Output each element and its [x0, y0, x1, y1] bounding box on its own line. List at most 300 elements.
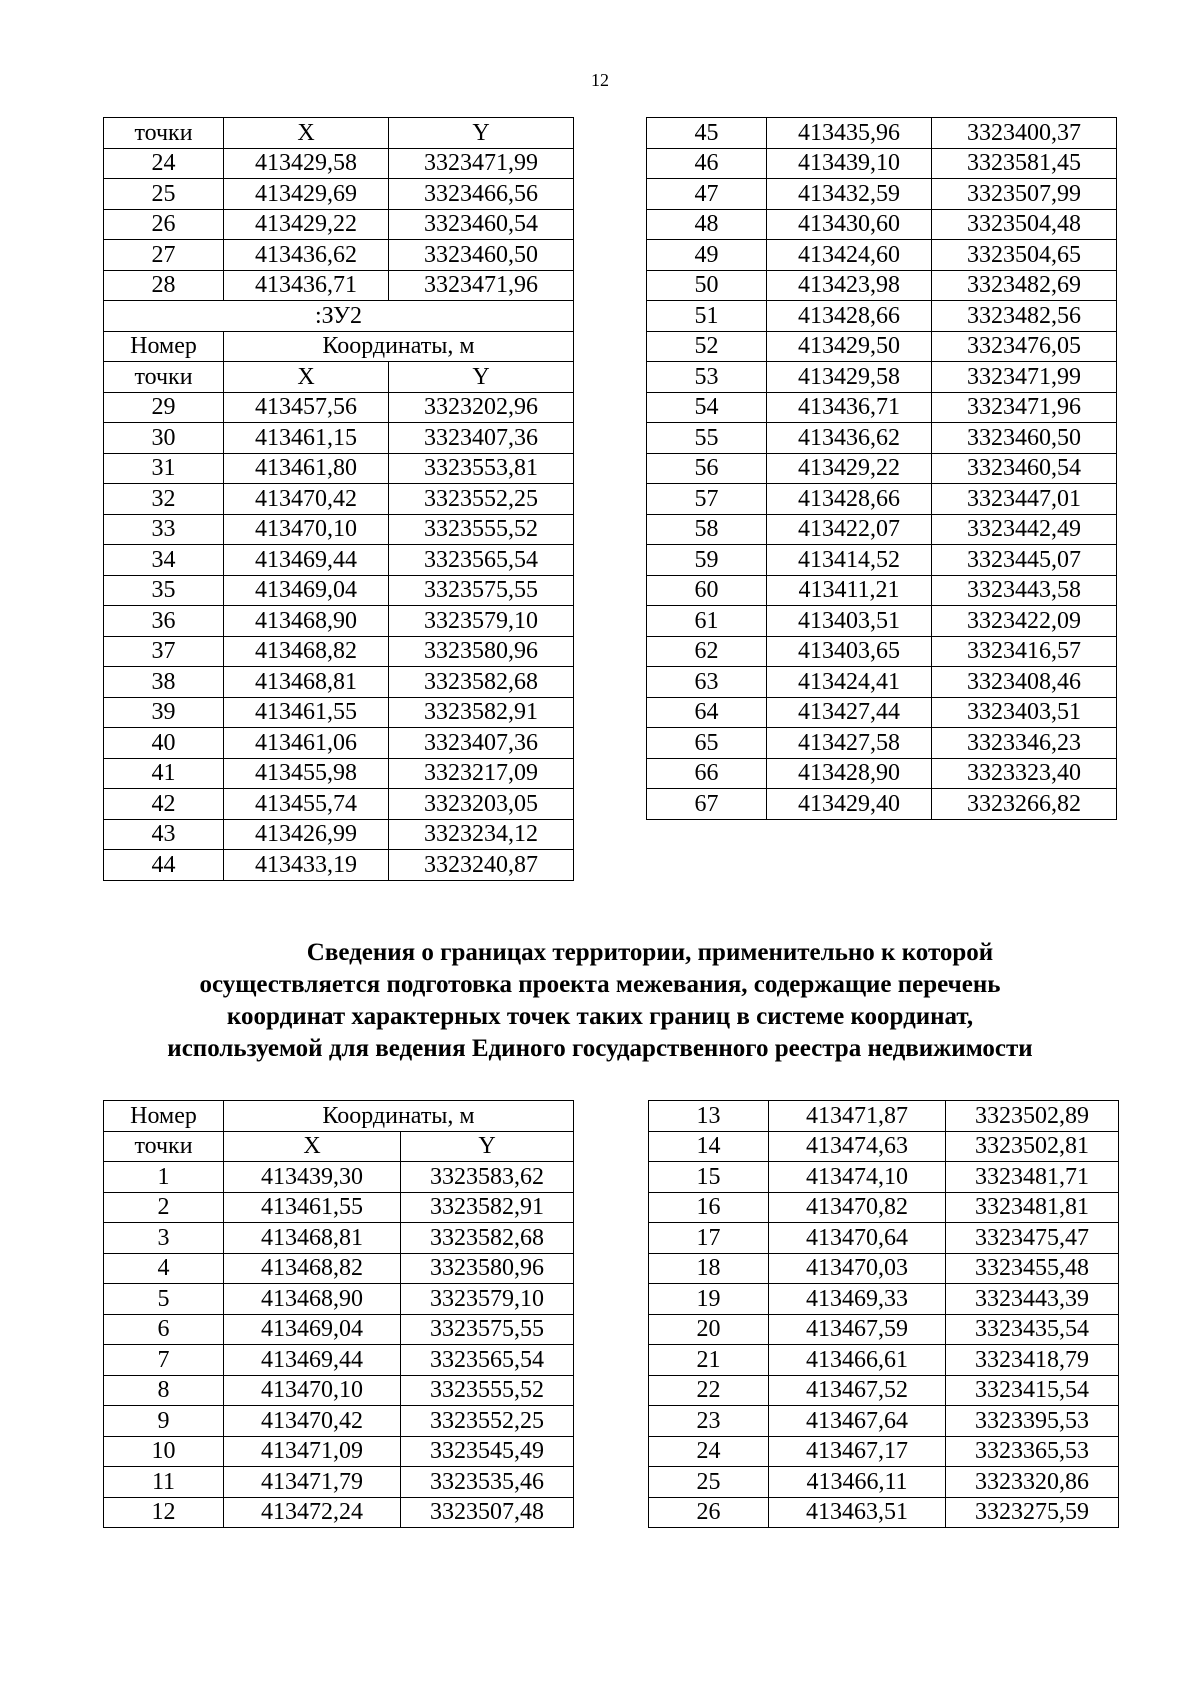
heading-line: используемой для ведения Единого государственного реестра недвижимости — [167, 1035, 1033, 1062]
point-number: 61 — [647, 606, 767, 637]
table-row — [104, 392, 574, 423]
point-number: 49 — [647, 240, 767, 271]
x-value: 413455,74 — [224, 789, 389, 820]
x-value: 413429,58 — [224, 148, 389, 179]
x-value: 413471,87 — [769, 1101, 946, 1132]
point-number: 14 — [649, 1131, 769, 1162]
table-row — [647, 392, 1117, 423]
point-number: 42 — [104, 789, 224, 820]
point-number: 24 — [649, 1436, 769, 1467]
x-value: 413467,17 — [769, 1436, 946, 1467]
y-value: 3323365,53 — [946, 1436, 1119, 1467]
table-row — [104, 606, 574, 637]
boundary-coordinates-table-1 — [103, 1100, 574, 1528]
x-value: 413429,69 — [224, 179, 389, 210]
y-value: 3323579,10 — [401, 1284, 574, 1315]
x-value: 413474,10 — [769, 1162, 946, 1193]
y-value: 3323240,87 — [389, 850, 574, 881]
point-number: 5 — [104, 1284, 224, 1315]
x-value: 413471,79 — [224, 1467, 401, 1498]
table-row — [647, 148, 1117, 179]
y-header: Y — [389, 362, 574, 393]
point-number: 41 — [104, 758, 224, 789]
y-value: 3323217,09 — [389, 758, 574, 789]
x-value: 413436,71 — [224, 270, 389, 301]
point-number: 13 — [649, 1101, 769, 1132]
point-number: 47 — [647, 179, 767, 210]
point-number: 7 — [104, 1345, 224, 1376]
x-value: 413470,10 — [224, 1375, 401, 1406]
y-value: 3323582,91 — [401, 1192, 574, 1223]
coordinates-header: Координаты, м — [224, 1101, 574, 1132]
point-number: 62 — [647, 636, 767, 667]
table-row — [104, 1284, 574, 1315]
x-value: 413414,52 — [767, 545, 932, 576]
page-number: 12 — [591, 70, 609, 90]
x-value: 413432,59 — [767, 179, 932, 210]
y-value: 3323575,55 — [389, 575, 574, 606]
table-row — [104, 789, 574, 820]
y-value: 3323202,96 — [389, 392, 574, 423]
boundary-coordinates-table-2 — [648, 1100, 1119, 1528]
y-value: 3323415,54 — [946, 1375, 1119, 1406]
point-number: 45 — [647, 118, 767, 149]
y-value: 3323395,53 — [946, 1406, 1119, 1437]
y-value: 3323471,96 — [389, 270, 574, 301]
x-value: 413469,44 — [224, 545, 389, 576]
point-number: 23 — [649, 1406, 769, 1437]
x-value: 413470,42 — [224, 484, 389, 515]
header-row — [104, 118, 574, 149]
table-row — [647, 575, 1117, 606]
point-number: 8 — [104, 1375, 224, 1406]
x-value: 413411,21 — [767, 575, 932, 606]
point-number: 1 — [104, 1162, 224, 1193]
number-header: Номер — [104, 331, 224, 362]
point-number: 58 — [647, 514, 767, 545]
x-value: 413466,61 — [769, 1345, 946, 1376]
table-row — [104, 758, 574, 789]
y-value: 3323482,56 — [932, 301, 1117, 332]
y-value: 3323475,47 — [946, 1223, 1119, 1254]
y-value: 3323471,99 — [389, 148, 574, 179]
x-value: 413468,90 — [224, 1284, 401, 1315]
y-value: 3323582,68 — [401, 1223, 574, 1254]
x-value: 413457,56 — [224, 392, 389, 423]
header-row — [104, 1101, 574, 1132]
y-value: 3323320,86 — [946, 1467, 1119, 1498]
point-number: 50 — [647, 270, 767, 301]
table-row — [649, 1223, 1119, 1254]
point-number: 43 — [104, 819, 224, 850]
table-row — [647, 179, 1117, 210]
y-value: 3323407,36 — [389, 423, 574, 454]
y-value: 3323403,51 — [932, 697, 1117, 728]
table-row — [104, 850, 574, 881]
table-row — [104, 148, 574, 179]
table-row — [104, 484, 574, 515]
header-row — [104, 1131, 574, 1162]
y-value: 3323575,55 — [401, 1314, 574, 1345]
table-row — [649, 1497, 1119, 1528]
y-value: 3323502,89 — [946, 1101, 1119, 1132]
x-value: 413461,55 — [224, 697, 389, 728]
point-number: 54 — [647, 392, 767, 423]
y-value: 3323408,46 — [932, 667, 1117, 698]
y-value: 3323418,79 — [946, 1345, 1119, 1376]
y-value: 3323466,56 — [389, 179, 574, 210]
x-value: 413461,06 — [224, 728, 389, 759]
point-number: 11 — [104, 1467, 224, 1498]
table-row — [647, 301, 1117, 332]
x-value: 413467,64 — [769, 1406, 946, 1437]
table-row — [104, 1436, 574, 1467]
x-value: 413470,03 — [769, 1253, 946, 1284]
y-header: Y — [401, 1131, 574, 1162]
table-row — [649, 1162, 1119, 1193]
point-number: 38 — [104, 667, 224, 698]
table-row — [104, 1406, 574, 1437]
table-row — [649, 1284, 1119, 1315]
header-row — [104, 331, 574, 362]
x-value: 413403,65 — [767, 636, 932, 667]
point-number: 21 — [649, 1345, 769, 1376]
y-value: 3323555,52 — [389, 514, 574, 545]
table-row — [647, 484, 1117, 515]
table-row — [647, 240, 1117, 271]
table-row — [104, 179, 574, 210]
y-value: 3323471,96 — [932, 392, 1117, 423]
x-value: 413422,07 — [767, 514, 932, 545]
x-value: 413470,42 — [224, 1406, 401, 1437]
x-value: 413467,52 — [769, 1375, 946, 1406]
y-value: 3323507,99 — [932, 179, 1117, 210]
x-value: 413436,71 — [767, 392, 932, 423]
y-value: 3323507,48 — [401, 1497, 574, 1528]
x-value: 413433,19 — [224, 850, 389, 881]
y-value: 3323565,54 — [401, 1345, 574, 1376]
point-number: 66 — [647, 758, 767, 789]
x-value: 413429,22 — [767, 453, 932, 484]
y-value: 3323582,68 — [389, 667, 574, 698]
x-value: 413424,60 — [767, 240, 932, 271]
point-number: 56 — [647, 453, 767, 484]
point-number: 37 — [104, 636, 224, 667]
table-row — [104, 1162, 574, 1193]
point-number: 44 — [104, 850, 224, 881]
x-value: 413466,11 — [769, 1467, 946, 1498]
point-number: 32 — [104, 484, 224, 515]
point-number: 53 — [647, 362, 767, 393]
section-heading — [100, 937, 1100, 1065]
table-row — [647, 697, 1117, 728]
x-value: 413429,40 — [767, 789, 932, 820]
y-value: 3323445,07 — [932, 545, 1117, 576]
section-label: :ЗУ2 — [104, 301, 574, 332]
table-row — [647, 453, 1117, 484]
table-row — [647, 636, 1117, 667]
y-value: 3323580,96 — [389, 636, 574, 667]
coordinates-header: Координаты, м — [224, 331, 574, 362]
point-number: 29 — [104, 392, 224, 423]
point-number: 65 — [647, 728, 767, 759]
table-row — [649, 1345, 1119, 1376]
y-value: 3323545,49 — [401, 1436, 574, 1467]
table-row — [104, 270, 574, 301]
coordinates-table-1 — [103, 117, 574, 881]
x-value: 413423,98 — [767, 270, 932, 301]
point-number: 19 — [649, 1284, 769, 1315]
heading-line: координат характерных точек таких границ в системе координат, — [226, 1003, 974, 1030]
x-value: 413461,80 — [224, 453, 389, 484]
point-number: 12 — [104, 1497, 224, 1528]
section-row — [104, 301, 574, 332]
x-value: 413427,44 — [767, 697, 932, 728]
y-value: 3323471,99 — [932, 362, 1117, 393]
table-row — [104, 1467, 574, 1498]
x-header: X — [224, 1131, 401, 1162]
x-value: 413472,24 — [224, 1497, 401, 1528]
x-value: 413471,09 — [224, 1436, 401, 1467]
heading-line: осуществляется подготовка проекта межевания, содержащие перечень — [199, 971, 1001, 998]
y-value: 3323435,54 — [946, 1314, 1119, 1345]
x-value: 413468,82 — [224, 636, 389, 667]
table-row — [104, 1253, 574, 1284]
number-header: Номер — [104, 1101, 224, 1132]
y-header: Y — [389, 118, 574, 149]
table-row — [104, 697, 574, 728]
y-value: 3323455,48 — [946, 1253, 1119, 1284]
table-row — [104, 209, 574, 240]
table-row — [104, 1223, 574, 1254]
point-header: точки — [104, 362, 224, 393]
y-value: 3323553,81 — [389, 453, 574, 484]
table-row — [104, 1375, 574, 1406]
x-value: 413429,50 — [767, 331, 932, 362]
x-value: 413428,66 — [767, 484, 932, 515]
y-value: 3323460,54 — [932, 453, 1117, 484]
table-row — [647, 118, 1117, 149]
point-number: 39 — [104, 697, 224, 728]
table-row — [649, 1101, 1119, 1132]
point-number: 20 — [649, 1314, 769, 1345]
point-number: 30 — [104, 423, 224, 454]
x-value: 413436,62 — [224, 240, 389, 271]
x-value: 413474,63 — [769, 1131, 946, 1162]
point-number: 67 — [647, 789, 767, 820]
x-value: 413469,44 — [224, 1345, 401, 1376]
y-value: 3323535,46 — [401, 1467, 574, 1498]
y-value: 3323555,52 — [401, 1375, 574, 1406]
x-value: 413428,90 — [767, 758, 932, 789]
point-number: 17 — [649, 1223, 769, 1254]
table-row — [104, 1192, 574, 1223]
x-value: 413467,59 — [769, 1314, 946, 1345]
y-value: 3323443,58 — [932, 575, 1117, 606]
table-row — [647, 209, 1117, 240]
header-row — [104, 362, 574, 393]
coordinates-table-2 — [646, 117, 1117, 820]
point-number: 2 — [104, 1192, 224, 1223]
point-number: 25 — [649, 1467, 769, 1498]
table-row — [104, 1345, 574, 1376]
table-row — [104, 819, 574, 850]
y-value: 3323400,37 — [932, 118, 1117, 149]
point-number: 55 — [647, 423, 767, 454]
y-value: 3323416,57 — [932, 636, 1117, 667]
point-number: 27 — [104, 240, 224, 271]
x-value: 413436,62 — [767, 423, 932, 454]
x-value: 413429,58 — [767, 362, 932, 393]
point-number: 9 — [104, 1406, 224, 1437]
x-value: 413455,98 — [224, 758, 389, 789]
x-value: 413463,51 — [769, 1497, 946, 1528]
y-value: 3323447,01 — [932, 484, 1117, 515]
table-row — [104, 636, 574, 667]
y-value: 3323583,62 — [401, 1162, 574, 1193]
x-value: 413428,66 — [767, 301, 932, 332]
point-header: точки — [104, 1131, 224, 1162]
table-row — [647, 758, 1117, 789]
point-number: 46 — [647, 148, 767, 179]
table-row — [649, 1131, 1119, 1162]
point-number: 22 — [649, 1375, 769, 1406]
table-row — [104, 545, 574, 576]
y-value: 3323580,96 — [401, 1253, 574, 1284]
x-value: 413469,33 — [769, 1284, 946, 1315]
y-value: 3323460,54 — [389, 209, 574, 240]
table-row — [649, 1467, 1119, 1498]
x-value: 413461,55 — [224, 1192, 401, 1223]
table-row — [647, 606, 1117, 637]
table-row — [649, 1436, 1119, 1467]
y-value: 3323203,05 — [389, 789, 574, 820]
x-value: 413469,04 — [224, 575, 389, 606]
point-number: 25 — [104, 179, 224, 210]
table-row — [647, 789, 1117, 820]
table-row — [649, 1406, 1119, 1437]
x-value: 413470,82 — [769, 1192, 946, 1223]
point-number: 16 — [649, 1192, 769, 1223]
y-value: 3323582,91 — [389, 697, 574, 728]
y-value: 3323481,81 — [946, 1192, 1119, 1223]
y-value: 3323407,36 — [389, 728, 574, 759]
x-value: 413435,96 — [767, 118, 932, 149]
table-row — [649, 1192, 1119, 1223]
point-number: 4 — [104, 1253, 224, 1284]
table-row — [104, 1497, 574, 1528]
table-row — [647, 728, 1117, 759]
table-row — [104, 575, 574, 606]
y-value: 3323476,05 — [932, 331, 1117, 362]
x-value: 413439,30 — [224, 1162, 401, 1193]
table-row — [104, 667, 574, 698]
y-value: 3323581,45 — [932, 148, 1117, 179]
y-value: 3323346,23 — [932, 728, 1117, 759]
y-value: 3323482,69 — [932, 270, 1117, 301]
x-value: 413427,58 — [767, 728, 932, 759]
point-number: 18 — [649, 1253, 769, 1284]
point-number: 52 — [647, 331, 767, 362]
x-value: 413468,81 — [224, 1223, 401, 1254]
point-number: 60 — [647, 575, 767, 606]
table-row — [647, 423, 1117, 454]
table-row — [649, 1253, 1119, 1284]
y-value: 3323443,39 — [946, 1284, 1119, 1315]
x-value: 413429,22 — [224, 209, 389, 240]
table-row — [647, 514, 1117, 545]
point-number: 10 — [104, 1436, 224, 1467]
point-number: 36 — [104, 606, 224, 637]
point-number: 51 — [647, 301, 767, 332]
y-value: 3323275,59 — [946, 1497, 1119, 1528]
y-value: 3323552,25 — [401, 1406, 574, 1437]
point-number: 24 — [104, 148, 224, 179]
x-value: 413469,04 — [224, 1314, 401, 1345]
y-value: 3323422,09 — [932, 606, 1117, 637]
x-value: 413470,10 — [224, 514, 389, 545]
table-row — [104, 514, 574, 545]
y-value: 3323504,48 — [932, 209, 1117, 240]
y-value: 3323323,40 — [932, 758, 1117, 789]
y-value: 3323502,81 — [946, 1131, 1119, 1162]
x-value: 413470,64 — [769, 1223, 946, 1254]
y-value: 3323565,54 — [389, 545, 574, 576]
table-row — [104, 423, 574, 454]
table-row — [104, 728, 574, 759]
table-row — [647, 667, 1117, 698]
point-number: 34 — [104, 545, 224, 576]
point-number: 40 — [104, 728, 224, 759]
point-number: 3 — [104, 1223, 224, 1254]
table-row — [104, 240, 574, 271]
table-row — [647, 545, 1117, 576]
x-value: 413403,51 — [767, 606, 932, 637]
point-header: точки — [104, 118, 224, 149]
y-value: 3323442,49 — [932, 514, 1117, 545]
point-number: 6 — [104, 1314, 224, 1345]
x-value: 413426,99 — [224, 819, 389, 850]
y-value: 3323460,50 — [932, 423, 1117, 454]
heading-line: Сведения о границах территории, применительно к которой — [306, 939, 994, 966]
y-value: 3323266,82 — [932, 789, 1117, 820]
point-number: 57 — [647, 484, 767, 515]
table-row — [104, 453, 574, 484]
x-value: 413430,60 — [767, 209, 932, 240]
x-value: 413439,10 — [767, 148, 932, 179]
y-value: 3323579,10 — [389, 606, 574, 637]
x-value: 413468,82 — [224, 1253, 401, 1284]
point-number: 64 — [647, 697, 767, 728]
point-number: 48 — [647, 209, 767, 240]
table-row — [647, 331, 1117, 362]
x-header: X — [224, 118, 389, 149]
table-row — [649, 1314, 1119, 1345]
table-row — [104, 1314, 574, 1345]
table-row — [649, 1375, 1119, 1406]
point-number: 35 — [104, 575, 224, 606]
point-number: 33 — [104, 514, 224, 545]
y-value: 3323552,25 — [389, 484, 574, 515]
point-number: 15 — [649, 1162, 769, 1193]
y-value: 3323481,71 — [946, 1162, 1119, 1193]
x-value: 413461,15 — [224, 423, 389, 454]
point-number: 26 — [104, 209, 224, 240]
point-number: 59 — [647, 545, 767, 576]
point-number: 26 — [649, 1497, 769, 1528]
x-value: 413424,41 — [767, 667, 932, 698]
y-value: 3323504,65 — [932, 240, 1117, 271]
